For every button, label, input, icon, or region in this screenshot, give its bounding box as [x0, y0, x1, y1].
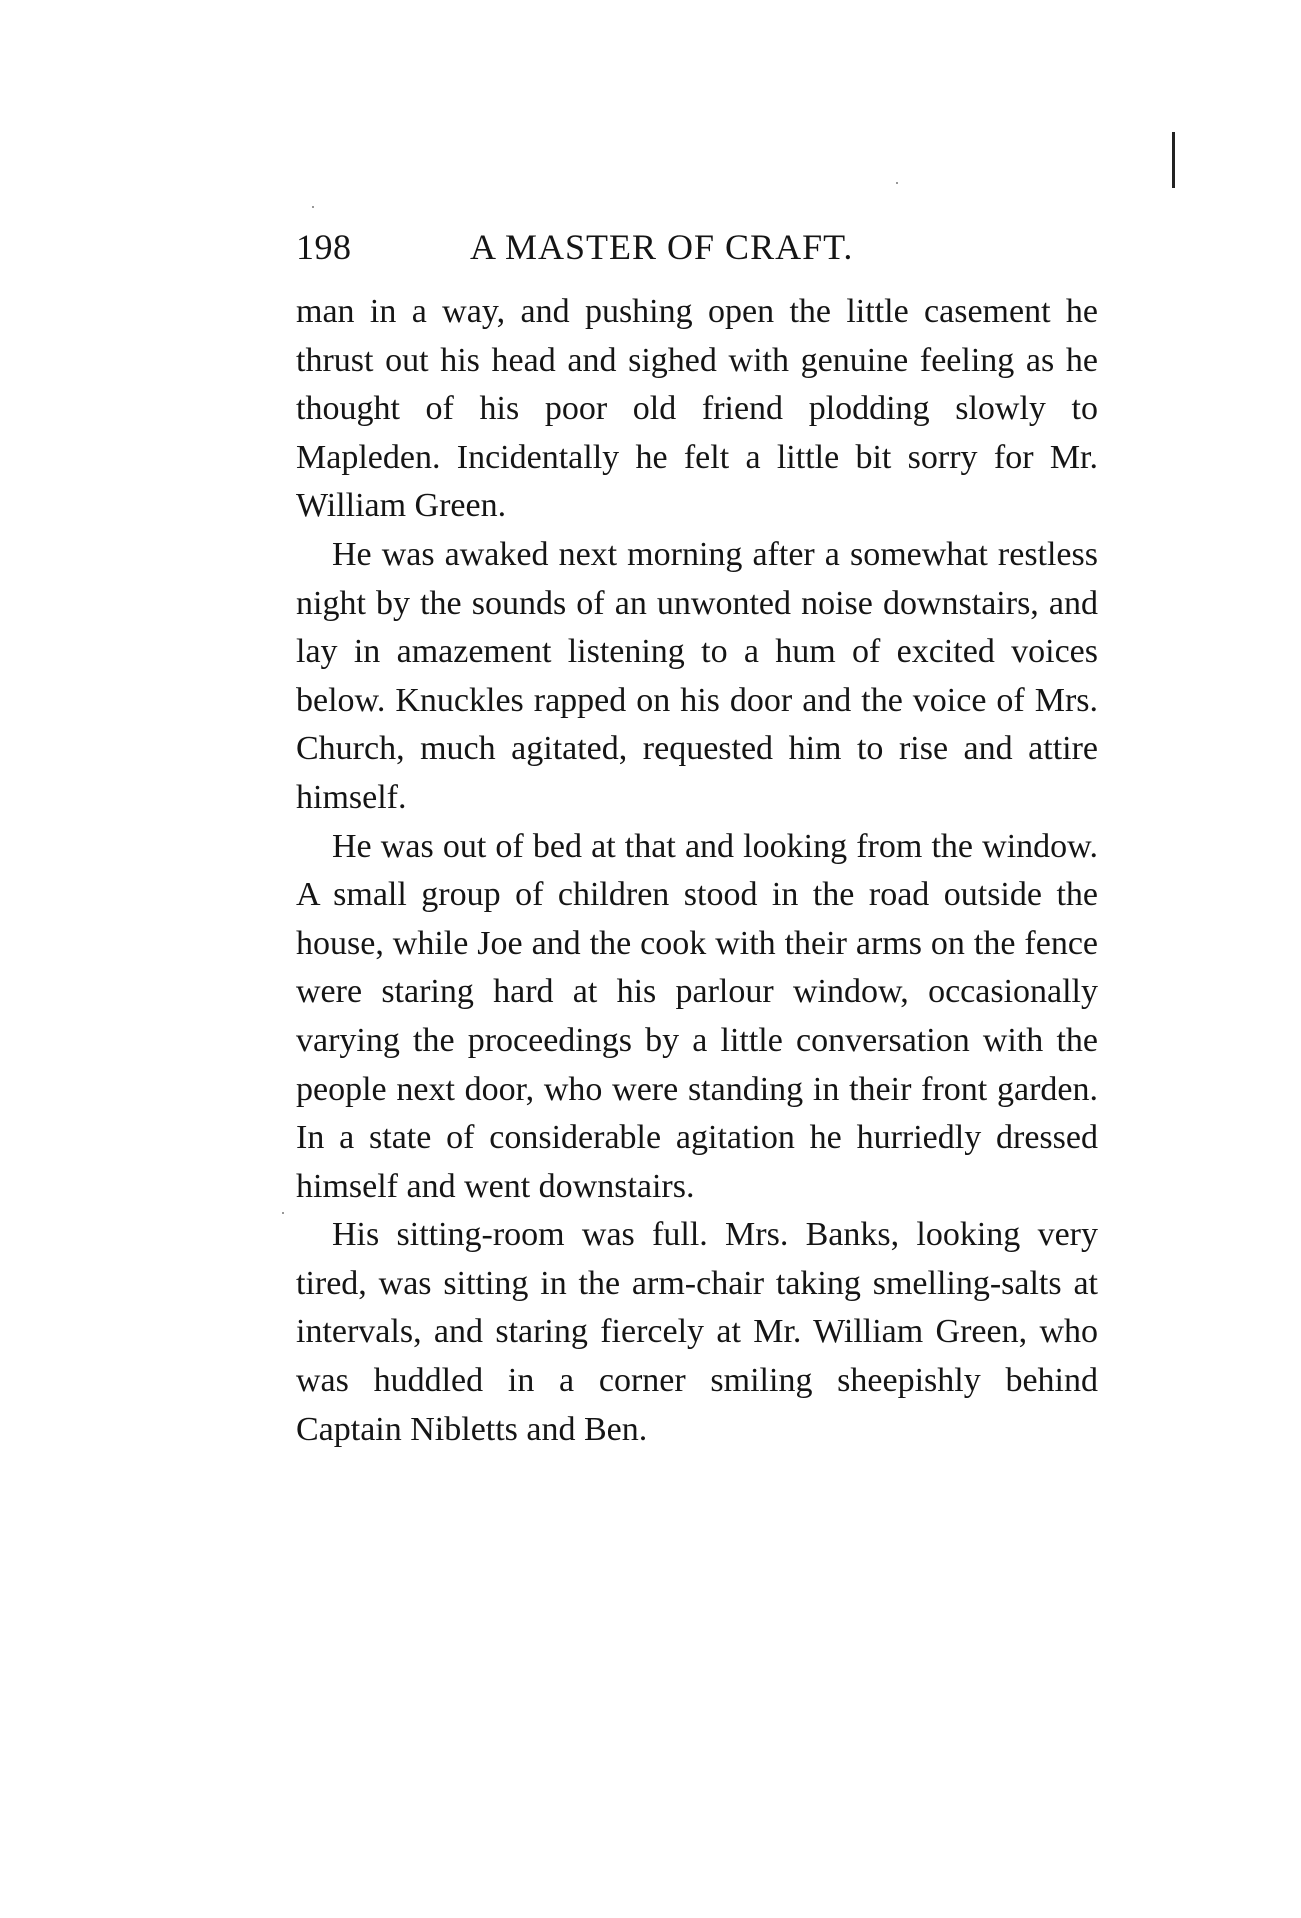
scan-speck: [312, 206, 314, 208]
page-number: 198: [296, 227, 352, 267]
scan-speck: [282, 1212, 284, 1214]
page-header: [296, 222, 1096, 272]
paragraph: He was awaked next morning after a somewhat restless night by the sounds of an unwonted noise downstairs, and lay in amazement listening to a hum of excited voices below. Knuckles rapped on his door and the voice of Mrs. Church, much agitated, requested him to rise and attire himself.: [296, 535, 1098, 816]
paragraph: He was out of bed at that and looking from the window. A small group of children stood in the road outside the house, while Joe and the cook with their arms on the fence were staring hard at his parlour window, occasionally varying the proceedings by a little conversation with the people next door, who were standing in their front garden. In a state of considerable agitation he hurriedly dressed himself and went downstairs.: [296, 827, 1098, 1205]
body-text: [296, 288, 1098, 1454]
running-title: A MASTER OF CRAFT.: [470, 227, 854, 267]
scan-mark: [1172, 132, 1175, 188]
scan-speck: [896, 182, 898, 184]
paragraph: His sitting-room was full. Mrs. Banks, looking very tired, was sitting in the arm-chair taking smelling-salts at intervals, and staring fiercely at Mr. William Green, who was huddled in a corner smiling sheepishly behind Captain Nibletts and Ben.: [296, 1216, 1098, 1448]
paragraph: man in a way, and pushing open the little casement he thrust out his head and sighed with genuine feeling as he thought of his poor old friend plodding slowly to Mapleden. Incidentally he felt a little bit sorry for Mr. William Green.: [296, 293, 1098, 525]
